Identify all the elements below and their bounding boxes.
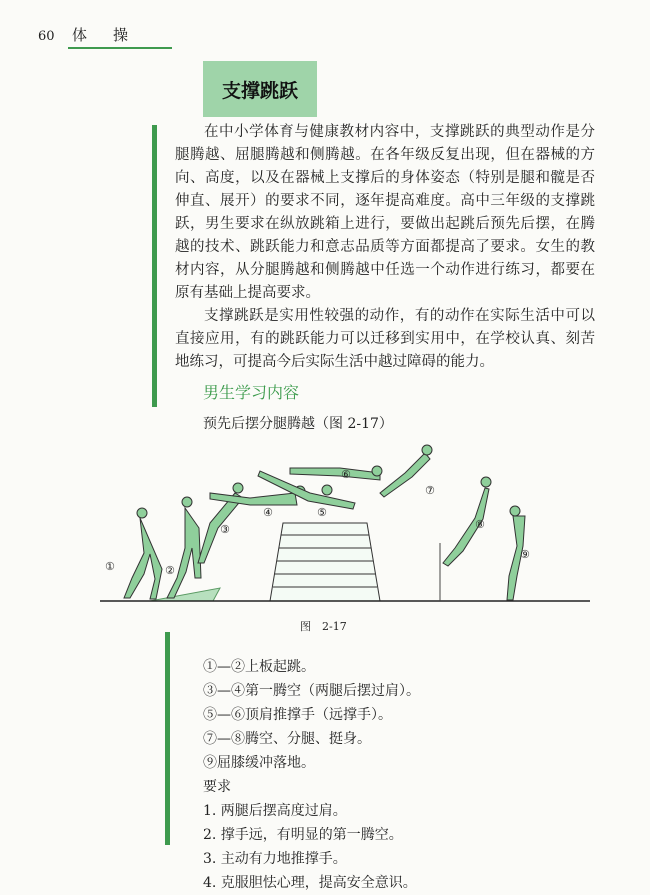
marker-7: ⑦: [425, 484, 435, 497]
springboard: [150, 588, 220, 601]
main-column: [105, 121, 595, 895]
practical-paragraph: 支撑跳跃是实用性较强的动作，有的动作在实际生活中可以直接应用，有的跳跃能力可以迁移到实用中，在学校认真、刻苦地练习，可提高今后实际生活中越过障碍的能力。: [175, 308, 595, 370]
running-title: 体操: [68, 24, 172, 49]
marker-2: ②: [165, 564, 175, 577]
margin-bar-2: [165, 632, 170, 845]
subheading: 男生学习内容: [203, 383, 300, 402]
requirements-title: 要求: [203, 779, 231, 795]
marker-3: ③: [220, 523, 230, 536]
intro-paragraph: 在中小学体育与健康教材内容中，支撑跳跃的典型动作是分腿腾越、屈腿腾越和侧腾越。在各年级反复出现，但在器械的方向、高度，以及在器械上支撑后的身体姿态（特别是腿和髋是否伸直、展开）的要求不同，逐年提高难度。高中三年级的支撑跳跃，男生要求在纵放跳箱上进行，要做出起跳后预先后摆，在腾越的技术、跳跃能力和意志品质等方面都提高了要求。女生的教材内容，从分腿腾越和侧腾越中任选一个动作进行练习，都要在原有基础上提高要求。: [175, 124, 595, 301]
vault-figure: [95, 438, 595, 613]
step-item: ⑦—⑧腾空、分腿、挺身。: [203, 731, 371, 747]
marker-6: ⑥: [341, 468, 351, 481]
step-item: ⑨屈膝缓冲落地。: [203, 755, 315, 771]
vaulting-box: [270, 523, 380, 601]
marker-5: ⑤: [317, 506, 327, 519]
marker-8: ⑧: [475, 518, 485, 531]
page-number: 60: [38, 29, 55, 44]
section-title-box: [203, 61, 317, 117]
marker-1: ①: [105, 560, 115, 573]
step-item: ⑤—⑥顶肩推撑手（远撑手）。: [203, 707, 392, 723]
marker-4: ④: [263, 506, 273, 519]
section-title: 支撑跳跃: [221, 79, 298, 102]
step-item: ③—④第一腾空（两腿后摆过肩）。: [203, 683, 420, 699]
requirement-item: 2. 撑手远，有明显的第一腾空。: [203, 827, 403, 843]
requirement-item: 3. 主动有力地推撑手。: [203, 851, 347, 867]
step-item: ①—②上板起跳。: [203, 659, 315, 675]
steps-list: [203, 655, 595, 895]
requirement-item: 1. 两腿后摆高度过肩。: [203, 803, 347, 819]
requirement-item: 4. 克服胆怯心理，提高安全意识。: [203, 875, 417, 891]
figure-reference: 预先后摆分腿腾越（图 2-17）: [203, 416, 393, 432]
figure-caption: 图 2-17: [300, 620, 347, 633]
marker-9: ⑨: [520, 548, 530, 561]
margin-bar: [152, 125, 157, 407]
